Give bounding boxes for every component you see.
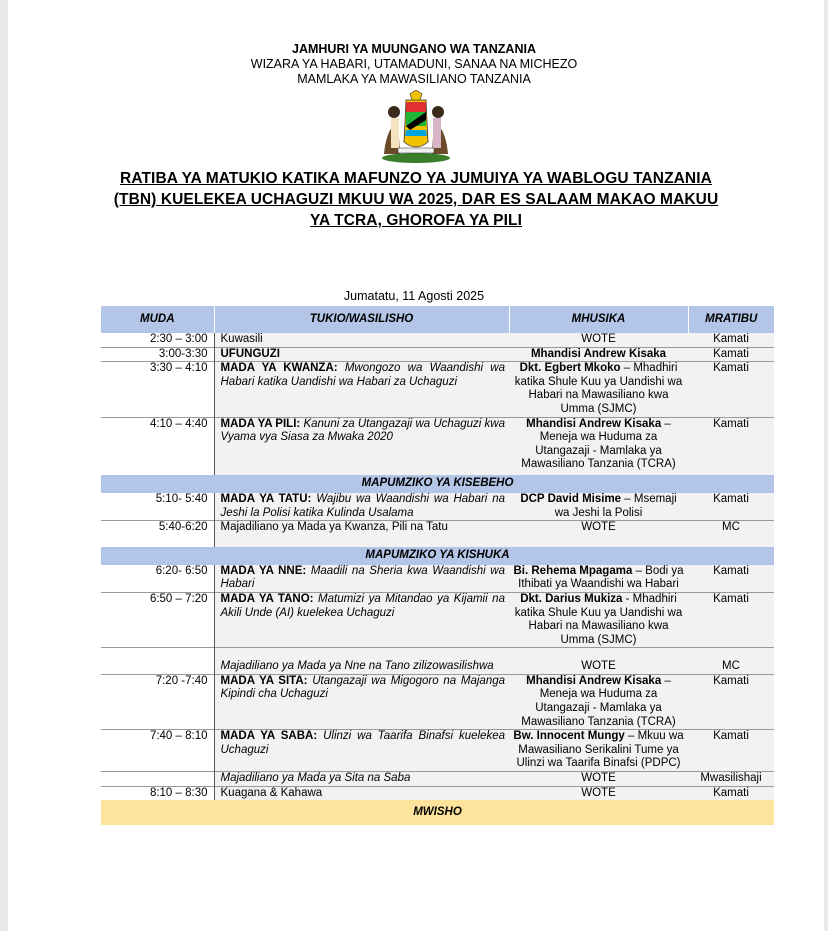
person-role: – Mkuu wa Mawasiliano Serikalini Tume ya Ulinzi wa Taarifa Binafsi (PDPC) [516, 730, 684, 770]
table-row [101, 674, 774, 729]
person-cell [509, 772, 688, 787]
time-cell: 6:50 – 7:20 [101, 592, 214, 647]
time-cell: 4:10 – 4:40 [101, 417, 214, 475]
person-name: Dkt. Darius Mukiza [520, 592, 623, 605]
event-description: Kuagana & Kahawa [220, 786, 323, 799]
table-row [101, 786, 774, 800]
break-label: MAPUMZIKO YA KISHUKA [101, 547, 774, 565]
person-cell [509, 417, 688, 475]
event-description: Kanuni za Utangazaji wa Uchaguzi kwa Vyama vya Siasa za Mwaka 2020 [220, 417, 505, 444]
event-cell [214, 786, 509, 800]
coordinator-cell: Kamati [688, 417, 774, 475]
coordinator-cell: MC [688, 521, 774, 547]
event-cell [214, 521, 509, 547]
title-line-3: YA TCRA, GHOROFA YA PILI [310, 212, 522, 229]
footer-label: MWISHO [101, 800, 774, 825]
title-line-2: (TBN) KUELEKEA UCHAGUZI MKUU WA 2025, DAR ES SALAAM MAKAO MAKUU [113, 191, 719, 208]
event-description: Majadiliano ya Mada ya Sita na Saba [220, 772, 411, 785]
table-row [101, 362, 774, 417]
event-title: MADA YA KWANZA: [220, 362, 338, 375]
person-cell [509, 786, 688, 800]
col-header-person: MHUSIKA [509, 306, 688, 333]
event-title: MADA YA SABA: [220, 730, 318, 743]
schedule-body [101, 333, 774, 800]
table-row [101, 565, 774, 593]
person-cell [509, 347, 688, 362]
time-cell: 7:20 -7:40 [101, 674, 214, 729]
header-ministry: WIZARA YA HABARI, UTAMADUNI, SANAA NA MICHEZO [250, 57, 578, 71]
table-row [101, 592, 774, 647]
event-cell [214, 674, 509, 729]
event-cell [214, 592, 509, 647]
table-row [101, 648, 774, 675]
person-cell [509, 521, 688, 547]
break-label: MAPUMZIKO YA KISEBEHO [101, 475, 774, 493]
person-name: Bw. Innocent Mungy [513, 730, 625, 743]
person-role: WOTE [581, 521, 616, 534]
coordinator-cell: Kamati [688, 674, 774, 729]
event-description: Kuwasili [220, 333, 263, 345]
person-role: – Bodi ya Ithibati ya Waandishi wa Habari [518, 564, 684, 591]
time-cell: 5:10- 5:40 [101, 493, 214, 521]
event-description: Matumizi ya Mitandao ya Kijamii na Akili Unde (AI) kuelekea Uchaguzi [220, 592, 505, 619]
time-cell: 8:10 – 8:30 [101, 786, 214, 800]
person-cell [509, 592, 688, 647]
coordinator-cell: Kamati [688, 347, 774, 362]
event-description: Wajibu wa Waandishi wa Habari na Jeshi la Polisi katika Kulinda Usalama [220, 492, 505, 519]
event-description: Ulinzi wa Taarifa Binafsi kuelekea Uchaguzi [220, 730, 505, 756]
event-description: Utangazaji wa Migogoro na Majanga Kipindi cha Uchaguzi [220, 674, 506, 701]
event-cell [214, 772, 509, 787]
event-title: MADA YA PILI: [220, 417, 301, 430]
event-cell [214, 347, 509, 362]
person-role: – Msemaji wa Jeshi la Polisi [554, 492, 677, 519]
table-row [101, 730, 774, 772]
person-cell [509, 648, 688, 675]
break-row [101, 547, 774, 565]
event-cell [214, 730, 509, 772]
col-header-event: TUKIO/WASILISHO [214, 306, 509, 333]
time-cell: 3:00-3:30 [101, 347, 214, 362]
person-role: – Meneja wa Huduma za Utangazaji - Mamlaka ya Mawasiliano Tanzania (TCRA) [521, 674, 676, 728]
event-description: Mwongozo wa Waandishi wa Habari katika Uandishi wa Habari za Uchaguzi [220, 362, 505, 388]
event-description: Maadili na Sheria kwa Waandishi wa Habari [220, 564, 506, 591]
header-authority: MAMLAKA YA MAWASILIANO TANZANIA [297, 72, 531, 86]
person-name: Mhandisi Andrew Kisaka [530, 347, 667, 360]
coordinator-cell: Kamati [688, 333, 774, 347]
table-footer-row [101, 800, 774, 825]
person-role: WOTE [581, 333, 616, 345]
event-cell [214, 333, 509, 347]
person-cell [509, 565, 688, 593]
col-header-coordinator: MRATIBU [688, 306, 774, 333]
event-description: Majadiliano ya Mada ya Nne na Tano zilizowasilishwa [220, 660, 494, 673]
time-cell: 7:40 – 8:10 [101, 730, 214, 772]
coordinator-cell: Kamati [688, 730, 774, 772]
coordinator-cell: MC [688, 648, 774, 675]
coordinator-cell: Mwasilishaji [688, 772, 774, 787]
title-line-1: RATIBA YA MATUKIO KATIKA MAFUNZO YA JUMUIYA YA WABLOGU TANZANIA [120, 170, 712, 187]
event-title: MADA YA SITA: [220, 674, 308, 687]
header-republic: JAMHURI YA MUUNGANO WA TANZANIA [292, 42, 536, 56]
person-cell [509, 674, 688, 729]
break-row [101, 475, 774, 493]
time-cell [101, 648, 214, 675]
event-description: Majadiliano ya Mada ya Kwanza, Pili na Tatu [220, 521, 448, 534]
person-cell [509, 730, 688, 772]
table-header-row [101, 306, 774, 333]
table-row [101, 347, 774, 362]
time-cell: 3:30 – 4:10 [101, 362, 214, 417]
coordinator-cell: Kamati [688, 786, 774, 800]
event-cell [214, 648, 509, 675]
event-title: MADA YA NNE: [220, 564, 307, 577]
person-role: WOTE [581, 660, 616, 673]
time-cell: 2:30 – 3:00 [101, 333, 214, 347]
time-cell: 6:20- 6:50 [101, 565, 214, 593]
coordinator-cell: Kamati [688, 493, 774, 521]
event-cell [214, 493, 509, 521]
person-role: WOTE [581, 786, 616, 799]
col-header-time: MUDA [101, 306, 214, 333]
event-cell [214, 362, 509, 417]
person-role: – Meneja wa Huduma za Utangazaji - Mamlaka ya Mawasiliano Tanzania (TCRA) [521, 417, 676, 471]
person-name: Dkt. Egbert Mkoko [519, 362, 621, 375]
person-cell [509, 362, 688, 417]
person-cell [509, 493, 688, 521]
event-cell [214, 565, 509, 593]
person-name: Mhandisi Andrew Kisaka [526, 417, 662, 430]
person-name: Bi. Rehema Mpagama [513, 564, 633, 577]
person-name: Mhandisi Andrew Kisaka [526, 674, 662, 687]
table-row [101, 493, 774, 521]
coordinator-cell: Kamati [688, 362, 774, 417]
table-row [101, 772, 774, 787]
person-name: DCP David Misime [520, 492, 622, 505]
time-cell: 5:40-6:20 [101, 521, 214, 547]
document-title [96, 168, 736, 231]
table-row [101, 417, 774, 475]
event-title: MADA YA TATU: [220, 492, 312, 505]
person-role: - Mhadhiri katika Shule Kuu ya Uandishi wa Habari na Mawasiliano kwa Umma (SJMC) [514, 592, 683, 646]
table-row [101, 333, 774, 347]
person-role: – Mhadhiri katika Shule Kuu ya Uandishi wa Habari na Mawasiliano kwa Umma (SJMC) [514, 362, 683, 415]
schedule-date: Jumatatu, 11 Agosti 2025 [343, 289, 485, 303]
event-title: UFUNGUZI [220, 347, 280, 360]
event-cell [214, 417, 509, 475]
coat-of-arms-icon [376, 90, 456, 166]
time-cell [101, 772, 214, 787]
person-cell [509, 333, 688, 347]
coordinator-cell: Kamati [688, 565, 774, 593]
schedule-table [101, 306, 774, 825]
table-row [101, 521, 774, 547]
coordinator-cell: Kamati [688, 592, 774, 647]
person-role: WOTE [581, 772, 616, 785]
event-title: MADA YA TANO: [220, 592, 314, 605]
